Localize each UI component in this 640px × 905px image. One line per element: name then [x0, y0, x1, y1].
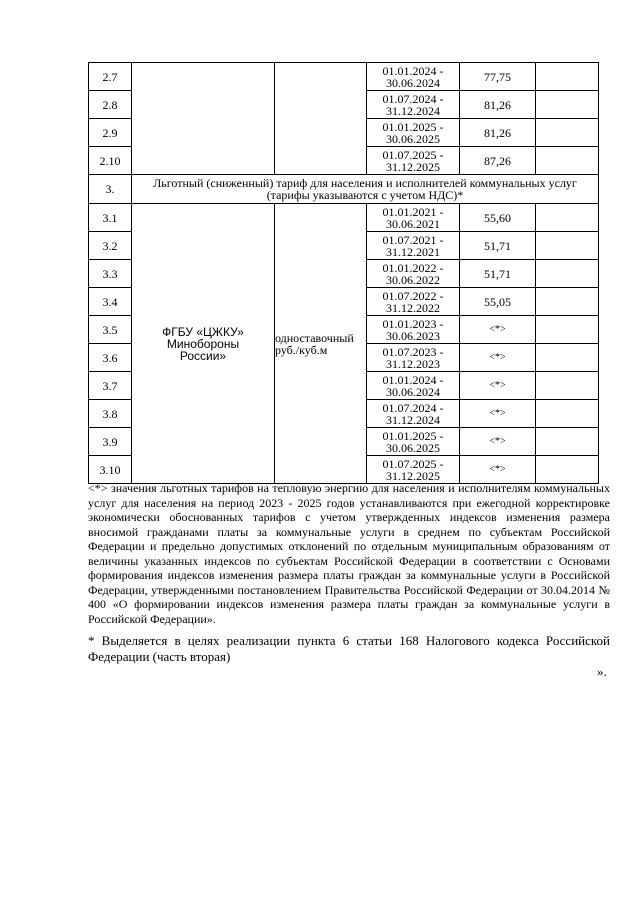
row-number: 3.9 [89, 428, 132, 456]
row-number: 3.2 [89, 232, 132, 260]
empty-cell [536, 204, 599, 232]
period-cell: 01.01.2022 - 30.06.2022 [367, 260, 460, 288]
empty-cell [536, 400, 599, 428]
tariff-value: <*> [460, 456, 536, 484]
vat-note: * Выделяется в целях реализации пункта 6 статьи 168 Налогового кодекса Российской Федерации (часть вторая) [88, 633, 610, 664]
table-row [89, 63, 599, 91]
row-number: 2.7 [89, 63, 132, 91]
tariff-value: <*> [460, 400, 536, 428]
tariff-value: 87,26 [460, 147, 536, 175]
row-number: 3.6 [89, 344, 132, 372]
period-cell: 01.07.2025 - 31.12.2025 [367, 456, 460, 484]
period-cell: 01.07.2024 - 31.12.2024 [367, 91, 460, 119]
tariff-value: 55,60 [460, 204, 536, 232]
period-cell: 01.01.2024 - 30.06.2024 [367, 372, 460, 400]
tariff-value: <*> [460, 428, 536, 456]
closing-quote: ». [597, 664, 607, 679]
row-number: 3.1 [89, 204, 132, 232]
period-cell: 01.01.2023 - 30.06.2023 [367, 316, 460, 344]
table-row [89, 204, 599, 232]
tariff-value: 77,75 [460, 63, 536, 91]
period-cell: 01.01.2024 - 30.06.2024 [367, 63, 460, 91]
tariff-value: 51,71 [460, 232, 536, 260]
row-number: 3.7 [89, 372, 132, 400]
empty-cell [536, 344, 599, 372]
period-cell: 01.07.2023 - 31.12.2023 [367, 344, 460, 372]
empty-cell [536, 428, 599, 456]
tariff-value: 81,26 [460, 119, 536, 147]
tariff-value: <*> [460, 344, 536, 372]
period-cell: 01.01.2025 - 30.06.2025 [367, 428, 460, 456]
tariff-kind: одноставочный руб./куб.м [275, 204, 367, 484]
period-cell: 01.07.2024 - 31.12.2024 [367, 400, 460, 428]
period-cell: 01.01.2021 - 30.06.2021 [367, 204, 460, 232]
footnote-text: <*> значения льготных тарифов на тепловую энергию для населения и исполнителям коммунальных услуг для населения на период 2023 - 2025 годов устанавливаются при ежегодной корректировке экономически обоснованных тарифов с учетом утвержденных индексов изменения размера вносимой гражданами платы за коммунальные услуги в среднем по субъектам Российской Федерации и предельно допустимых отклонений по отдельным муниципальным образованиям от величины указанных индексов по субъектам Российской Федерации в соответствии с Основами формирования индексов изменения размера платы граждан за коммунальные услуги в Российской Федерации, утвержденными постановлением Правительства Российской Федерации от 30.04.2014 № 400 «О формировании индексов изменения размера платы граждан за коммунальные услуги в Российской Федерации». [88, 481, 610, 626]
period-cell: 01.01.2025 - 30.06.2025 [367, 119, 460, 147]
tariff-value: 51,71 [460, 260, 536, 288]
empty-cell [536, 63, 599, 91]
empty-cell [536, 372, 599, 400]
kind-cell-empty [275, 63, 367, 175]
empty-cell [536, 91, 599, 119]
tariff-table [88, 62, 599, 484]
period-cell: 01.07.2022 - 31.12.2022 [367, 288, 460, 316]
empty-cell [536, 456, 599, 484]
empty-cell [536, 316, 599, 344]
empty-cell [536, 119, 599, 147]
row-number: 3.8 [89, 400, 132, 428]
row-number: 3.3 [89, 260, 132, 288]
empty-cell [536, 232, 599, 260]
tariff-value: 55,05 [460, 288, 536, 316]
tariff-value: <*> [460, 372, 536, 400]
row-number: 2.10 [89, 147, 132, 175]
empty-cell [536, 288, 599, 316]
org-cell-empty [132, 63, 275, 175]
row-number: 3.10 [89, 456, 132, 484]
organization-name: ФГБУ «ЦЖКУ» Минобороны России» [132, 204, 275, 484]
tariff-value: <*> [460, 316, 536, 344]
period-cell: 01.07.2021 - 31.12.2021 [367, 232, 460, 260]
section-header-row [89, 175, 599, 204]
section-title: Льготный (сниженный) тариф для населения и исполнителей коммунальных услуг (тарифы указываются с учетом НДС)* [132, 175, 599, 204]
empty-cell [536, 260, 599, 288]
row-number: 3.4 [89, 288, 132, 316]
period-cell: 01.07.2025 - 31.12.2025 [367, 147, 460, 175]
section-number: 3. [89, 175, 132, 204]
tariff-value: 81,26 [460, 91, 536, 119]
row-number: 2.9 [89, 119, 132, 147]
row-number: 3.5 [89, 316, 132, 344]
row-number: 2.8 [89, 91, 132, 119]
empty-cell [536, 147, 599, 175]
